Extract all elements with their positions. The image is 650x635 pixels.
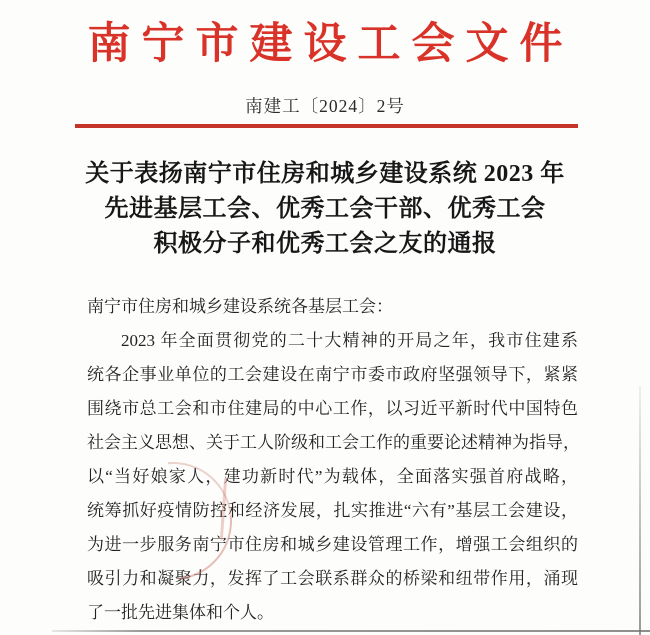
paragraph-line: 社会主义思想、关于工人阶级和工会工作的重要论述精神为指导， <box>87 433 580 452</box>
paragraph-line: 围绕市总工会和市住建局的中心工作，以习近平新时代中国特色 <box>87 399 578 418</box>
document-title-line: 先进基层工会、优秀工会干部、优秀工会 <box>104 196 546 222</box>
scan-edge-vertical-line <box>639 386 641 635</box>
document-title <box>60 157 590 262</box>
body-paragraph <box>87 290 578 630</box>
document-number: 南建工〔2024〕2号 <box>245 96 405 116</box>
paragraph-line: 统筹抓好疫情防控和经济发展，扎实推进“六有”基层工会建设， <box>87 501 578 520</box>
paragraph-line: 统各企事业单位的工会建设在南宁市委市政府坚强领导下，紧紧 <box>87 365 578 384</box>
paragraph-line: 吸引力和凝聚力，发挥了工会联系群众的桥梁和纽带作用，涌现 <box>87 569 578 588</box>
paragraph-line: 为进一步服务南宁市住房和城乡建设管理工作，增强工会组织的 <box>87 535 578 554</box>
paragraph-line: 以“当好娘家人，建功新时代”为载体，全面落实强首府战略， <box>87 467 578 486</box>
paragraph-line: 了一批先进集体和个人。 <box>87 603 274 622</box>
salutation-line: 南宁市住房和城乡建设系统各基层工会： <box>87 297 393 316</box>
paragraph-line: 2023 年全面贯彻党的二十大精神的开局之年，我市住建系 <box>121 331 578 350</box>
scan-edge-bottom-line <box>52 630 650 632</box>
red-divider-line <box>75 124 578 128</box>
letterhead-org-title: 南宁市建设工会文件 <box>87 21 574 68</box>
document-title-line: 关于表扬南宁市住房和城乡建设系统 2023 年 <box>85 161 565 187</box>
document-title-line: 积极分子和优秀工会之友的通报 <box>153 231 497 257</box>
